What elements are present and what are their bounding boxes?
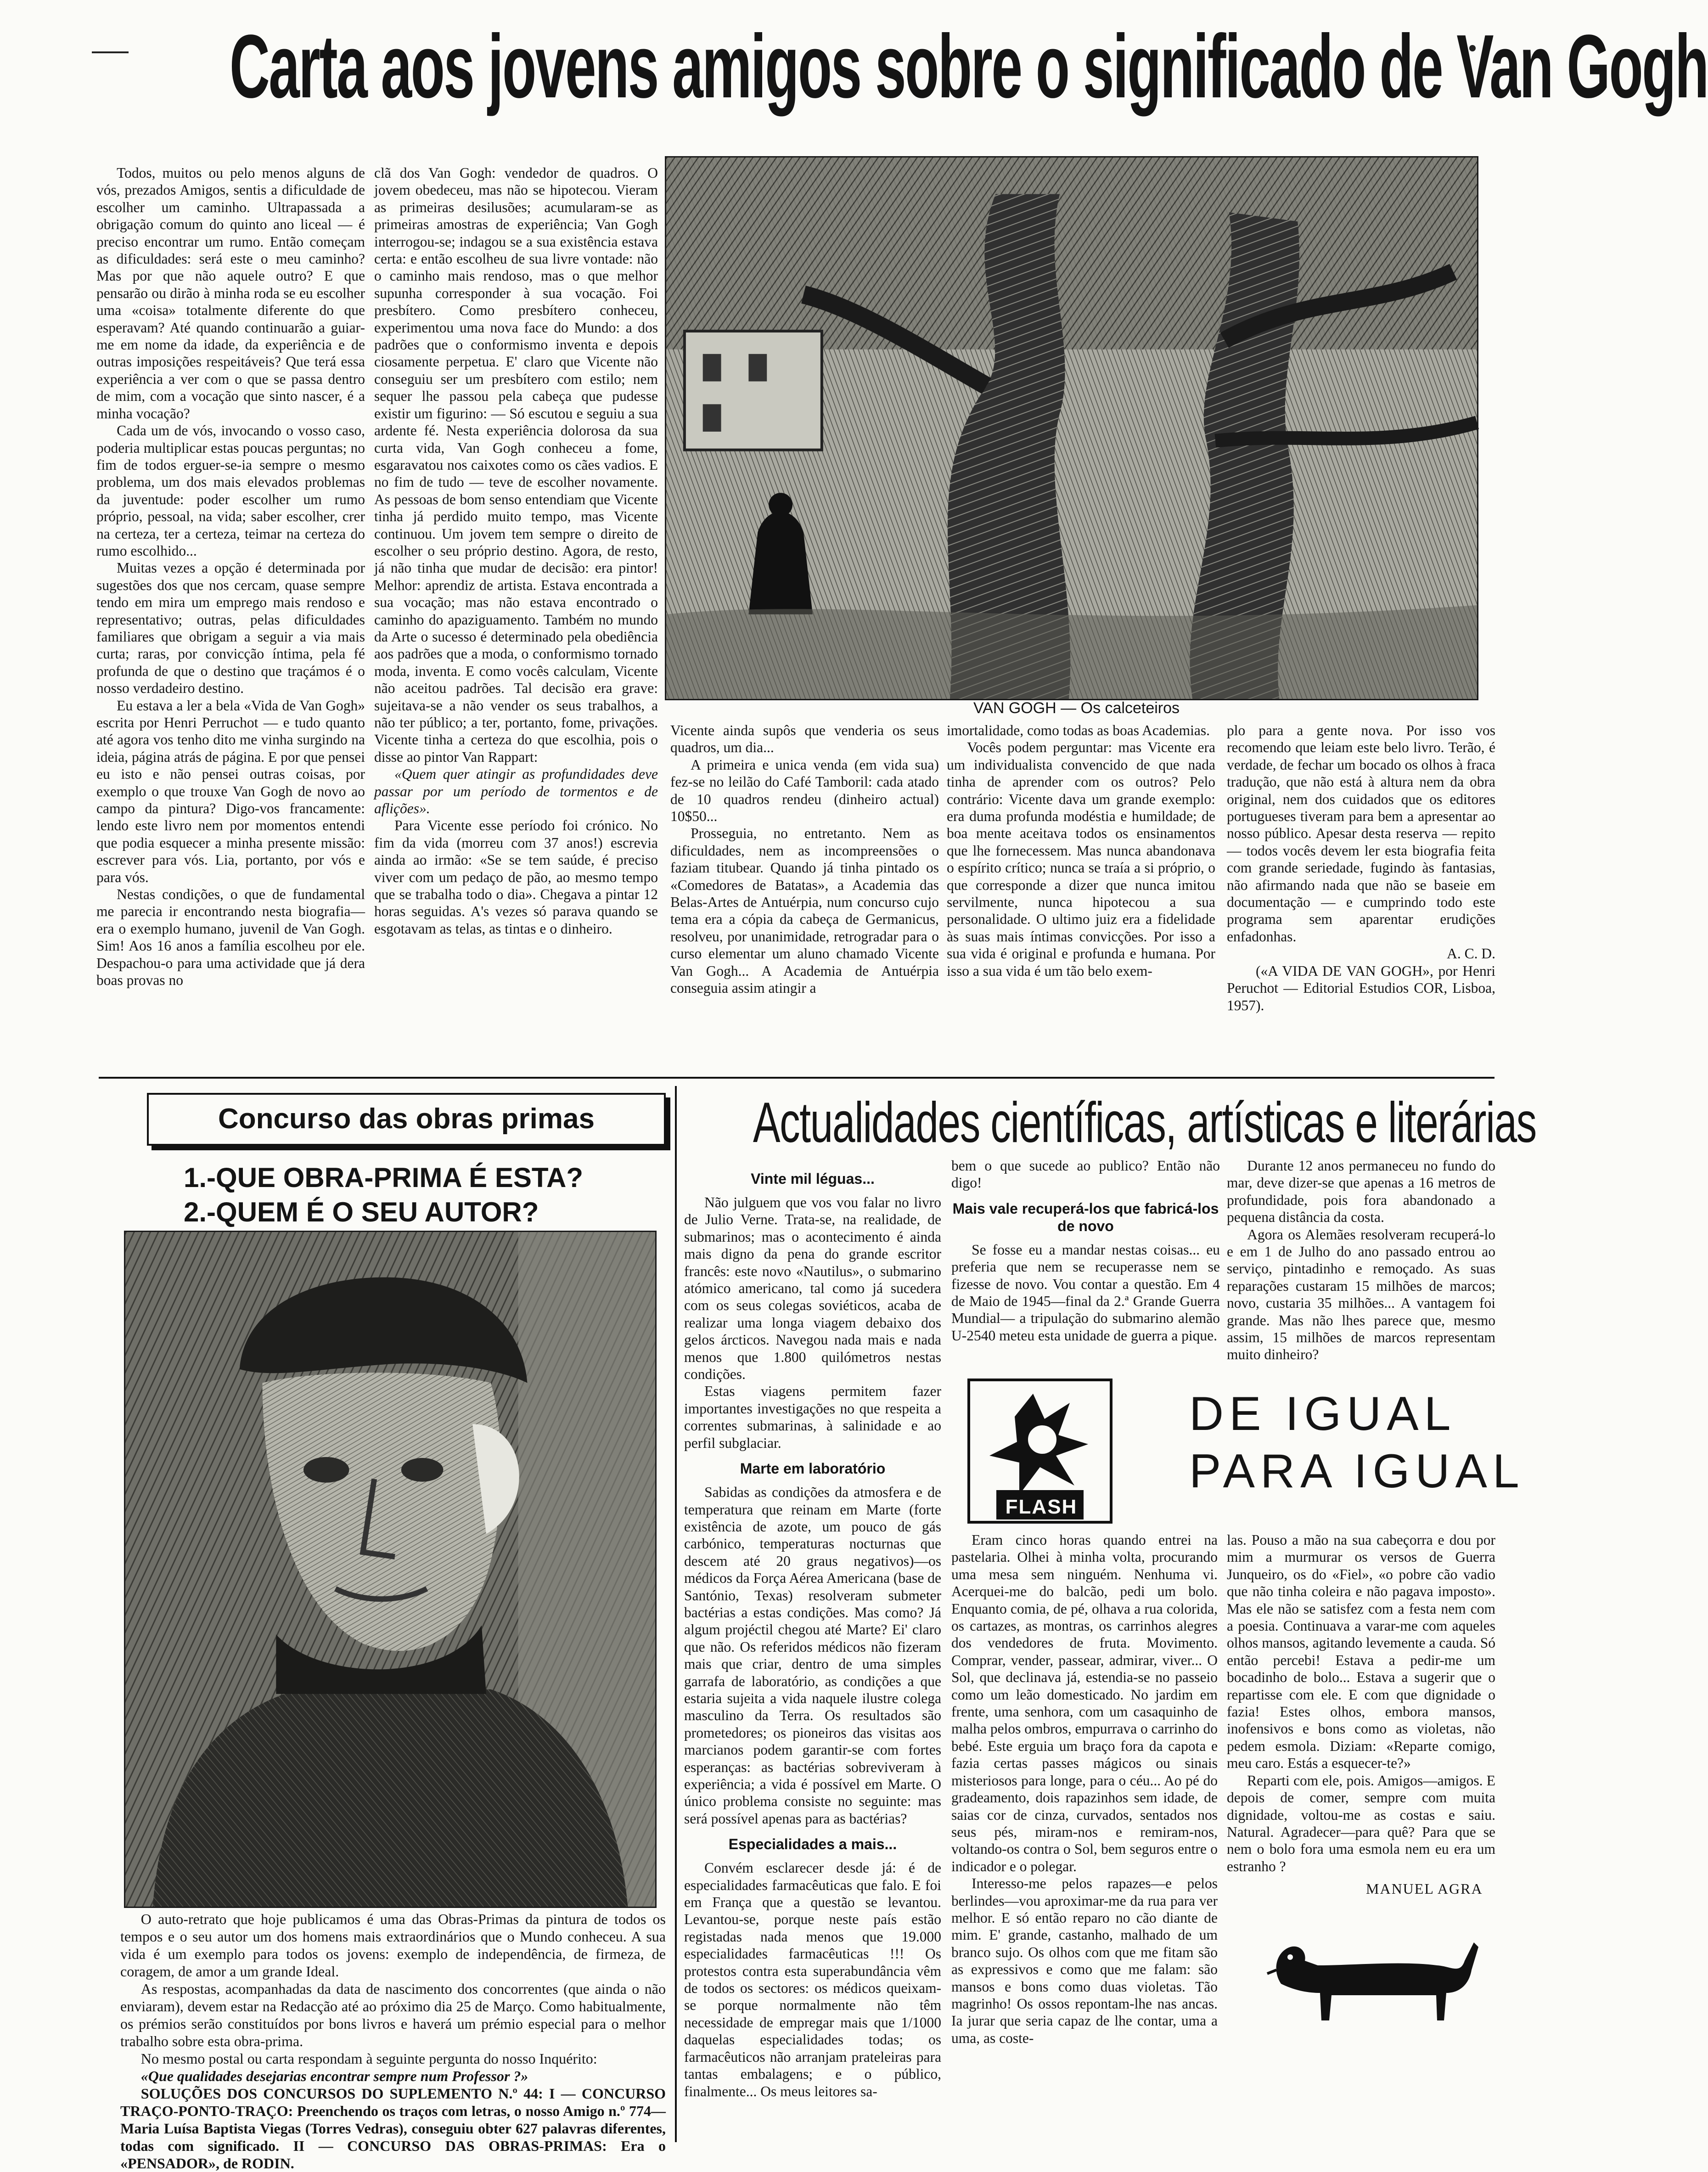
contest-solutions: SOLUÇÕES DOS CONCURSOS DO SUPLEMENTO N.º 44: I — CONCURSO TRAÇO-PONTO-TRAÇO: Preenchendo os traços com letras, o nosso Amigo n.º 774—Maria Luísa Baptista Viegas (Torres Vedras), conseguiu obter 627 palavras diferentes, todas com significado. II — CONCURSO DAS OBRAS-PRIMAS: Era o «PENSADOR», de RODIN.: [120, 2085, 666, 2172]
letter-column-1: Todos, muitos ou pelo menos alguns de vós, prezados Amigos, sentis a dificuldade de escolher um caminho. Ultrapassada a obrigação comum do quinto ano liceal — é preciso encontrar um rumo. Então começam as dificuldades: será este o meu caminho? Mas por que não aquele outro? E que pensarão ou dirão à minha roda se eu escolher uma «coisa» totalmente diferente do que esperavam? Até quando continuarão a guiar-me em nome da idade, da experiência e de outras imposições respeitáveis? Que terá essa experiência a ver com o que se passa dentro de mim, com a vocação que sinto nascer, é a minha vocação? Cada um de vós, invocando o vosso caso, poderia multiplicar estas poucas perguntas; no fim de todos erguer-se-ia sempre o mesmo problema, um dos mais elevados problemas da juventude: poder escolher um rumo próprio, pessoal, na vida; saber escolher, crer na certeza, ter a certeza, teimar na certeza do rumo escolhido... Muitas vezes a opção é determinada por sugestões dos que nos cercam, quase sempre tendo em mira um emprego mais rendoso e representativo; outras, pelas dificuldades familiares que obrigam a seguir a via mais curta; raras, por convicção íntima, pela fé profunda de que o destino que traçámos é o nosso verdadeiro destino. Eu estava a ler a bela «Vida de Van Gogh» escrita por Henri Perruchot — e tudo quanto até agora vos tenho dito me vinha surgindo na ideia, página atrás de página. E por que pensei eu isto e não pensei outras coisas, por exemplo o que trouxe Van Gogh de novo ao campo da pintura? Digo-vos francamente: lendo este livro nem por momentos entendi que podia esquecer a minha presente missão: escrever para vós. Lia, portanto, por vós e para vós. Nestas condições, o que de fundamental me parecia ir encontrando nesta biografia—era o exemplo humano, juvenil de Van Gogh. Sim! Aos 16 anos a família escolheu por ele. Despachou-o para uma actividade que já dera boas provas no: [96, 165, 365, 989]
contest-text: O auto-retrato que hoje publicamos é uma das Obras-Primas da pintura de todos os tempos e o seu autor um dos homens mais extraordinários que o Mundo conheceu. A sua vida é um exemplo para todos os jovens: exemplo de independência, de firmeza, de coragem, de amor a um grande Ideal. As respostas, acompanhadas da data de nascimento dos concorrentes (que ainda o não enviaram), devem estar na Redacção até ao próximo dia 25 de Março. Como habitualmente, os prémios serão constituídos por bons livros e haverá um prémio especial para o melhor trabalho sobre esta obra-prima. No mesmo postal ou carta respondam à seguinte pergunta do nosso Inquérito: «Que qualidades desejarias encontrar sempre num Professor ?» SOLUÇÕES DOS CONCURSOS DO SUPLEMENTO N.º 44: I — CONCURSO TRAÇO-PONTO-TRAÇO: Preenchendo os traços com letras, o nosso Amigo n.º 774—Maria Luísa Baptista Viegas (Torres Vedras), conseguiu obter 627 palavras diferentes, todas com significado. II — CONCURSO DAS OBRAS-PRIMAS: Era o «PENSADOR», de RODIN.: [120, 1911, 666, 2172]
news-column-2: bem o que sucede ao publico? Então não digo! Mais vale recuperá-los que fabricá-los de novo Se fosse eu a mandar nestas coisas... eu preferia que nem se recuperasse nem se fizesse de novo. Vou contar a questão. Em 4 de Maio de 1945—final da 2.ª Grande Guerra Mundial— a tripulação do submarino alemão U-2540 meteu esta unidade de guerra a pique.: [951, 1158, 1220, 1344]
news-column-3: Durante 12 anos permaneceu no fundo do mar, deve dizer-se que apenas a 16 metros de profundidade, pois fora abandonado a pequena distância da costa. Agora os Alemães resolveram recuperá-lo e em 1 de Julho do ano passado entrou ao serviço, pintadinho e remoçado. As suas reparações custaram 15 milhões de marcos; novo, custaria 35 milhões... A vantagem foi grande. Mas não lhes parece que, mesmo assim, 15 milhões de marcos representam muito dinheiro?: [1227, 1158, 1495, 1363]
dog-illustration: [1263, 1915, 1492, 2034]
section-divider: [99, 1077, 1494, 1079]
page-title: Carta aos jovens amigos sobre o significado de Van Gogh: [230, 16, 1708, 117]
news-column-1: Vinte mil léguas... Não julguem que vos vou falar no livro de Julio Verne. Trata-se, na realidade, de submarinos; mas o acontecimento é ainda mais digno da pena do grande escritor francês: este novo «Nautilus», o submarino atómico americano, tal como já sucedera com os seus colegas soviéticos, acaba de realizar uma longa viagem debaixo dos gelos árcticos. Navegou nada mais e nada menos que 1.800 quilómetros nestas condições. Estas viagens permitem fazer importantes investigações no que respeita a correntes submarinas, à salinidade e ao perfil subglaciar. Marte em laboratório Sabidas as condições da atmosfera e de temperatura que reinam em Marte (forte existência de azote, um pouco de gás carbónico, temperaturas nocturnas que descem até 20 graus negativos)—os médicos da Força Aérea Americana (base de Santónio, Texas) resolveram submeter bactérias a estas condições. Mas como? Já algum projéctil chegou até Marte? Ei' claro que não. Os referidos médicos não fizeram mais que criar, dentro de uma simples garrafa de laboratório, as condições a que estaria sujeita a vida naquele ilustre colega masculino da Terra. Os resultados são prometedores; os pioneiros das visitas aos marcianos podem garantir-se com fortes esperanças: as bactérias sobreviveram à experiência; a vida é possível em Marte. O único problema consiste no seguinte: mas será possível apenas para as bactérias? Especialidades a mais... Convém esclarecer desde já: é de especialidades farmacêuticas que falo. E foi em França que a questão se levantou. Levantou-se, porque neste país estão registadas nada menos que 19.000 especialidades farmacêuticas !!! Os protestos contra esta superabundância vêm de todos os sectores: os médicos queixam-se porque normalmente não têm necessidade de empregar mais que 1/1000 daquelas especialidades todas; os farmacêuticos não arranjam prateleiras para tantas embalagens; e o público, finalmente... Os meus leitores sa-: [684, 1170, 941, 2099]
news-title: Actualidades científicas, artísticas e literárias: [753, 1091, 1536, 1154]
news-s2-title: Marte em laboratório: [740, 1460, 886, 1477]
story-title-line-1: DE IGUAL: [1189, 1387, 1456, 1440]
letter-column-3: Vicente ainda supôs que venderia os seus quadros, um dia... A primeira e unica venda (em vida sua) fez-se no leilão do Café Tamboril: cada atado de 10 quadros rendeu (dinheiro actual) 10$50... Prosseguia, no entretanto. Nem as dificuldades, nem as incompreensões o faziam titubear. Quando já tinha pintado os «Comedores de Batatas», a Academia das Belas-Artes de Antuérpia, num concurso cujo tema era a cópia da cabeça de Germanicus, resolveu, por unanimidade, retrogradar para o curso elementar um aluno chamado Vicente Van Gogh... A Academia de Antuérpia conseguia assim atingir a: [670, 722, 939, 996]
painting-image: [665, 156, 1478, 700]
story-title-line-2: PARA IGUAL: [1189, 1445, 1525, 1498]
book-reference: («A VIDA DE VAN GOGH», por Henri Peruchot — Editorial Estudios COR, Lisboa, 1957).: [1227, 962, 1495, 1013]
news-s1-title: Vinte mil léguas...: [751, 1170, 875, 1187]
story-signature: MANUEL AGRA: [1366, 1880, 1483, 1897]
story-column-1: Eram cinco horas quando entrei na pastelaria. Olhei à minha volta, procurando uma mesa sem ninguém. Nenhuma vi. Acerquei-me do balcão, pedi um bolo. Enquanto comia, de pé, olhava a rua colorida, os cartazes, as montras, os carrinhos alegres dos vendedores de fruta. Movimento. Comprar, vender, passear, admirar, viver... O Sol, que declinava já, estendia-se no passeio como um leão domesticado. No jardim em frente, uma senhora, com um casaquinho de malha pelos ombros, empurrava o carrinho do bebé. Este erguia um braço fora da capota e fazia certas passes mágicos ou sinais misteriosos para longe, para o céu... Ao pé do gradeamento, dois rapazinhos sem idade, de saias cor de cinza, curvados, sentados nos seus pés, miram-nos e remiram-nos, voltando-os contra o Sol, bem seguros entre o indicador e o polegar. Interesso-me pelos rapazes—e pelos berlindes—vou aproximar-me da rua para ver melhor. E só então reparo no cão diante de mim. E' grande, castanho, malhado de um branco sujo. Os olhos com que me fitam são as expressivos e como que me falam: são mansos e bons como duas violetas. Tão magrinho! Os ossos repontam-lhe nas ancas. Ia jurar que seria capaz de lhe contar, uma a uma, as coste-: [951, 1532, 1218, 2046]
news-s3-title: Especialidades a mais...: [728, 1836, 897, 1853]
top-dash: [92, 51, 129, 53]
letter-column-2: clã dos Van Gogh: vendedor de quadros. O jovem obedeceu, mas não se hipotecou. Vieram as primeiras desilusões; acumularam-se as primeiras amostras de experiência; Van Gogh interrogou-se; indagou se a sua existência estava certa: e então escolheu de sua livre vontade: não o caminho mais rendoso, mas o que melhor supunha corresponder à sua vocação. Foi presbítero. Como presbítero conheceu, experimentou uma nova face do Mundo: a dos padrões que o conformismo inventa e depois ciosamente perpetua. E' claro que Vicente não conseguiu ser um presbítero com estilo; nem sequer lhe passou pela cabeça que pudesse existir um figurino: — Só escutou e seguiu a sua ardente fé. Nesta experiência dolorosa da sua curta vida, Van Gogh conheceu a fome, esgaravatou nos caixotes como os cães vadios. E no fim de tudo — teve de escolher novamente. As pessoas de bom senso entendiam que Vicente tinha já perdido muito tempo, mas Vicente continuou. Um jovem tem sempre o direito de escolher o seu próprio destino. Agora, de resto, já não tinha que mudar de decisão: era pintor! Melhor: aprendiz de artista. Estava encontrada a sua vocação; mas não estava encontrado o caminho do apaziguamento. Também no mundo da Arte o sucesso é determinado pela obediência aos padrões que a moda, o conformismo tornado moda, inventa. E como vocês calculam, Vicente não aceitou padrões. Tal decisão era grave: sujeitava-se a não vender os seus trabalhos, a não ter público; a ter, portanto, fome, privações. Vicente tinha a certeza do que escolhia, pois o disse ao pintor Van Rappart: «Quem quer atingir as profundidades deve passar por um período de tormentos e de aflições». Para Vicente esse período foi crónico. No fim da vida (morreu com 37 anos!) escrevia ainda ao irmão: «Se se tem saúde, é preciso viver com um pedaço de pão, ao mesmo tempo que se trabalha todo o dia». Chegava a pintar 12 horas seguidas. A's vezes só parava quando se esgotavam as telas, as tintas e o dinheiro.: [374, 165, 658, 937]
contest-question-1: 1.-QUE OBRA-PRIMA É ESTA?: [184, 1162, 584, 1193]
column-divider: [675, 1086, 677, 2142]
painting-caption: VAN GOGH — Os calceteiros: [973, 699, 1180, 717]
flash-illustration: [964, 1375, 1116, 1527]
letter-signature: A. C. D.: [1447, 945, 1495, 962]
letter-column-4: imortalidade, como todas as boas Academias. Vocês podem perguntar: mas Vicente era um individualista convencido de que nada tinha de aprender com os outros? Pelo contrário: Vicente dava um grande exemplo: era duma profunda modéstia e humildade; de boa mente aceitava todos os ensinamentos que lhe fornecessem. Mas nunca abandonava o espírito crítico; nunca se traía a si próprio, o que corresponde a dizer que nunca imitou servilmente, nunca hipotecou a sua personalidade. O ultimo juiz era a fidelidade às suas mais íntimas convicções. Por isso a sua vida é original e profunda e humana. Por isso a sua vida é um tão belo exem-: [947, 722, 1215, 979]
contest-title-box: [147, 1093, 666, 1146]
contest-title: Concurso das obras primas: [218, 1103, 595, 1135]
news-s4-title: Mais vale recuperá-los que fabricá-los de novo: [952, 1200, 1219, 1234]
flash-label: FLASH: [1005, 1496, 1078, 1518]
contest-question-2: 2.-QUEM É O SEU AUTOR?: [184, 1197, 539, 1227]
story-column-2: las. Pouso a mão na sua cabeçorra e dou por mim a murmurar os versos de Guerra Junqueiro, os do «Fiel», «o pobre cão vadio que não tinha coleira e não pagava imposto». Mas ele não se satisfez com a festa nem com a poesia. Continuava a varar-me com aqueles olhos mansos, agitando levemente a cauda. Só então percebi! Estava a pedir-me um bocadinho de bolo... Estava a sugerir que o repartisse com ele. E com que dignidade o fazia! Estes olhos, embora mansos, inofensivos e bons como as violetas, não pedem esmola. Diziam: «Reparte comigo, meu caro. Estás a esquecer-te?» Reparti com ele, pois. Amigos—amigos. E depois de comer, sempre com muita dignidade, voltou-me as costas e saiu. Natural. Agradecer—para quê? Para que se nem o bolo fora uma esmola nem eu era um estranho ?: [1227, 1532, 1495, 1874]
self-portrait-image: [124, 1231, 657, 1908]
letter-column-5: plo para a gente nova. Por isso vos recomendo que leiam este belo livro. Terão, é verdade, de fechar um bocado os olhos à fraca tradução, que não está à altura nem da obra original, nem dos cuidados que os editores portugueses tiveram para bem a apresentar ao nosso público. Apesar desta reserva — repito — todos vocês devem ler esta biografia feita com grande seriedade, fugindo às fantasias, não afirmando nada que não se baseie em documentação — e cumprindo todo este programa sem aparentar erudições enfadonhas. A. C. D. («A VIDA DE VAN GOGH», por Henri Peruchot — Editorial Estudios COR, Lisboa, 1957).: [1227, 722, 1495, 1013]
contest-question-italic: «Que qualidades desejarias encontrar sempre num Professor ?»: [140, 2068, 528, 2084]
